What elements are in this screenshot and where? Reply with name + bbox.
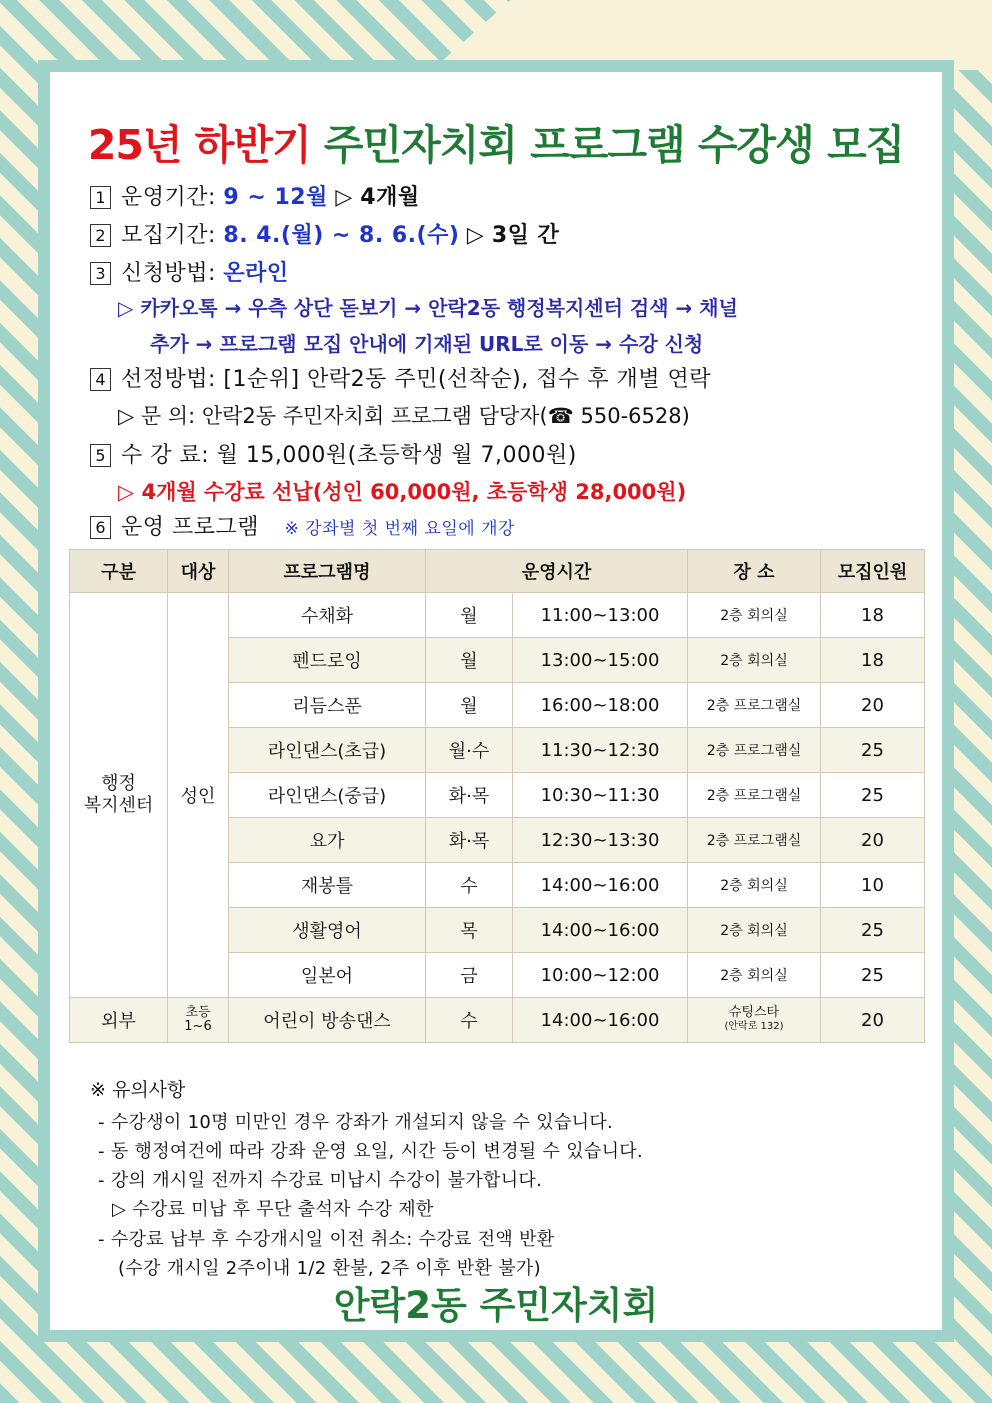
program-count: 18: [821, 638, 925, 683]
item-label: 선정방법:: [121, 367, 216, 392]
program-count: 20: [821, 818, 925, 863]
header-place: 장 소: [688, 550, 821, 593]
program-count: 10: [821, 863, 925, 908]
item-label: 모집기간:: [121, 223, 216, 248]
place-address: (안락로 132): [724, 1021, 784, 1032]
program-name: 어린이 방송댄스: [229, 998, 426, 1043]
category-cell: 외부: [70, 998, 168, 1043]
program-place: 2층 프로그램실: [688, 773, 821, 818]
title-main: 주민자치회 프로그램 수강생 모집: [323, 121, 905, 169]
note-line: - 수강료 납부 후 수강개시일 이전 취소: 수강료 전액 반환: [98, 1229, 555, 1250]
program-day: 화·목: [426, 773, 513, 818]
program-time: 16:00~18:00: [513, 683, 688, 728]
program-name: 라인댄스(초급): [229, 728, 426, 773]
program-time: 11:30~12:30: [513, 728, 688, 773]
place-name: 슈팅스타: [728, 1005, 780, 1020]
footer-organization: 안락2동 주민자치회: [333, 1284, 659, 1327]
program-count: 25: [821, 908, 925, 953]
item-number: 2: [90, 224, 111, 247]
program-time: 10:30~11:30: [513, 773, 688, 818]
program-place: 2층 회의실: [688, 593, 821, 638]
program-day: 월: [426, 593, 513, 638]
program-day: 월·수: [426, 728, 513, 773]
item-number: 3: [90, 262, 111, 285]
item-number: 1: [90, 186, 111, 209]
poster-title: [50, 112, 942, 171]
program-count: 20: [821, 683, 925, 728]
contact-line: ▷ 문 의: 안락2동 주민자치회 프로그램 담당자(☎ 550-6528): [118, 404, 690, 428]
poster-frame: [38, 60, 954, 1342]
header-program: 프로그램명: [229, 550, 426, 593]
program-place: 2층 프로그램실: [688, 818, 821, 863]
note-line: ▷ 수강료 미납 후 무단 출석자 수강 제한: [112, 1199, 434, 1220]
item-label: 신청방법:: [121, 261, 216, 286]
item-select: [90, 362, 711, 393]
program-place: 2층 회의실: [688, 908, 821, 953]
header-count: 모집인원: [821, 550, 925, 593]
item-number: 5: [90, 444, 111, 467]
category-cell: 행정 복지센터: [70, 593, 168, 998]
note-line: - 강의 개시일 전까지 수강료 미납시 수강이 불가합니다.: [98, 1170, 543, 1191]
program-time: 12:30~13:30: [513, 818, 688, 863]
item-fee: [90, 438, 577, 469]
target-cell: 초등 1~6: [168, 998, 229, 1043]
fee-prepay: ▷ 4개월 수강료 선납(성인 60,000원, 초등학생 28,000원): [118, 480, 687, 504]
program-day: 금: [426, 953, 513, 998]
program-time: 14:00~16:00: [513, 863, 688, 908]
program-day: 목: [426, 908, 513, 953]
program-name: 리듬스푼: [229, 683, 426, 728]
program-name: 일본어: [229, 953, 426, 998]
item-apply: [90, 256, 289, 287]
program-place: 2층 프로그램실: [688, 728, 821, 773]
program-name: 수채화: [229, 593, 426, 638]
program-place: 2층 회의실: [688, 863, 821, 908]
program-day: 수: [426, 998, 513, 1043]
item-label: 수 강 료:: [121, 443, 210, 468]
program-time: 14:00~16:00: [513, 908, 688, 953]
program-time: 11:00~13:00: [513, 593, 688, 638]
title-year: 25년 하반기: [87, 121, 311, 169]
header-time: 운영시간: [426, 550, 688, 593]
item-programs: [90, 510, 515, 541]
program-day: 수: [426, 863, 513, 908]
note-line: - 동 행정여건에 따라 강좌 운영 요일, 시간 등이 변경될 수 있습니다.: [98, 1141, 643, 1162]
arrow-icon: ▷: [466, 223, 485, 248]
item-label: 운영기간:: [121, 185, 216, 210]
recruit-value: 8. 4.(월) ~ 8. 6.(수): [223, 223, 460, 248]
period-extra: 4개월: [360, 185, 420, 210]
program-place: 2층 프로그램실: [688, 683, 821, 728]
item-label: 운영 프로그램: [121, 515, 260, 540]
poster-paper: [50, 72, 942, 1330]
header-target: 대상: [168, 550, 229, 593]
program-place: [688, 998, 821, 1043]
program-day: 월: [426, 638, 513, 683]
apply-detail-1: ▷ 카카오톡 → 우측 상단 돋보기 → 안락2동 행정복지센터 검색 → 채널: [118, 296, 738, 320]
program-name: 라인댄스(중급): [229, 773, 426, 818]
program-time: 10:00~12:00: [513, 953, 688, 998]
notes-title: ※ 유의사항: [90, 1079, 186, 1101]
program-day: 화·목: [426, 818, 513, 863]
select-value: [1순위] 안락2동 주민(선착순), 접수 후 개별 연락: [223, 367, 711, 392]
program-name: 펜드로잉: [229, 638, 426, 683]
apply-value: 온라인: [223, 261, 289, 286]
program-day: 월: [426, 683, 513, 728]
header-category: 구분: [70, 550, 168, 593]
program-count: 25: [821, 728, 925, 773]
program-count: 25: [821, 953, 925, 998]
table-row: [70, 593, 925, 638]
recruit-extra: 3일 간: [491, 223, 560, 248]
program-count: 20: [821, 998, 925, 1043]
program-table: [69, 549, 925, 1043]
program-name: 재봉틀: [229, 863, 426, 908]
table-header-row: [70, 550, 925, 593]
target-cell: 성인: [168, 593, 229, 998]
apply-detail-2: 추가 → 프로그램 모집 안내에 기재된 URL로 이동 → 수강 신청: [150, 332, 704, 356]
program-time: 13:00~15:00: [513, 638, 688, 683]
program-place: 2층 회의실: [688, 953, 821, 998]
arrow-icon: ▷: [335, 185, 353, 210]
programs-note: ※ 강좌별 첫 번째 요일에 개강: [284, 519, 515, 539]
item-period: [90, 180, 420, 211]
program-name: 생활영어: [229, 908, 426, 953]
item-number: 6: [90, 516, 111, 539]
program-count: 25: [821, 773, 925, 818]
program-time: 14:00~16:00: [513, 998, 688, 1043]
note-line: (수강 개시일 2주이내 1/2 환불, 2주 이후 반환 불가): [118, 1258, 541, 1279]
item-recruit: [90, 218, 559, 249]
item-number: 4: [90, 368, 111, 391]
program-place: 2층 회의실: [688, 638, 821, 683]
note-line: - 수강생이 10명 미만인 경우 강좌가 개설되지 않을 수 있습니다.: [98, 1112, 614, 1133]
period-value: 9 ~ 12월: [223, 185, 328, 210]
table-row-outside: [70, 998, 925, 1043]
program-count: 18: [821, 593, 925, 638]
program-name: 요가: [229, 818, 426, 863]
fee-value: 월 15,000원(초등학생 월 7,000원): [216, 443, 577, 468]
